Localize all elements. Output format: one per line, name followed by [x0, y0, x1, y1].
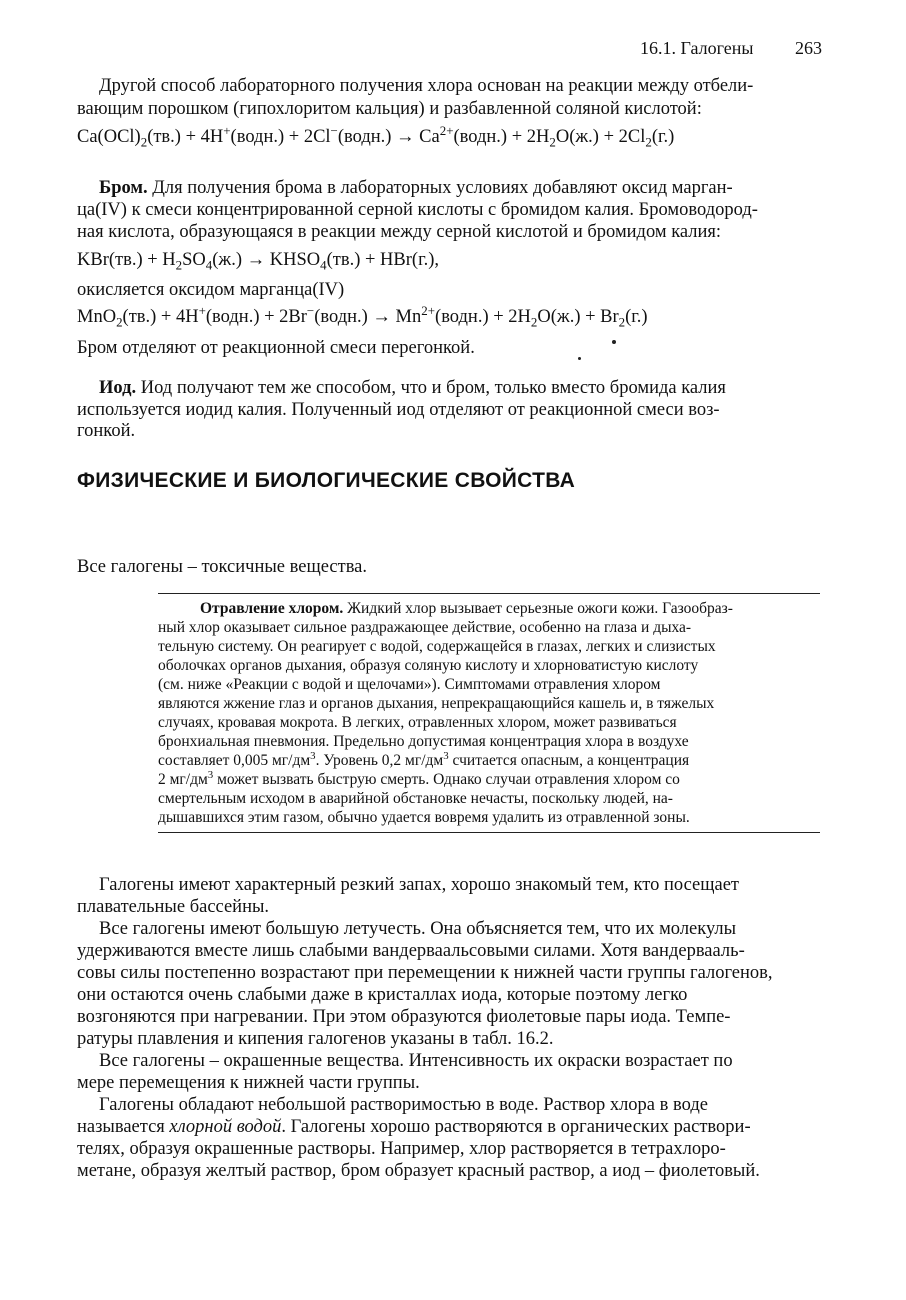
box-line: (см. ниже «Реакции с водой и щелочами»). Симптомами отравления хлором — [158, 676, 661, 693]
equation-chlorine: $Ca(OCl)_2(тв.)$ + 4H+(водн.) + 2Cl−(водн.) → $Ca^{2+}(водн.) + 2H_2O(ж.) + 2Cl_2(г.)$ — [77, 122, 675, 150]
box-top-rule — [158, 593, 820, 594]
box-bottom-rule — [158, 832, 820, 833]
iodine-paragraph-line: Иод. Иод получают тем же способом, что и бром, только вместо бромида калия — [99, 378, 726, 398]
paragraph-line: используется иодид калия. Полученный иод отделяют от реакционной смеси воз- — [77, 400, 720, 420]
box-line: случаях, кровавая мокрота. В легких, отравленных хлором, может развиваться — [158, 714, 677, 731]
paragraph-line: телях, образуя окрашенные растворы. Например, хлор растворяется в тетрахлоро- — [77, 1139, 726, 1159]
paragraph-line: Галогены имеют характерный резкий запах, хорошо знакомый тем, кто посещает — [99, 875, 739, 895]
paragraph-line: вающим порошком (гипохлоритом кальция) и разбавленной соляной кислотой: — [77, 99, 702, 119]
paragraph-line: удерживаются вместе лишь слабыми вандерваальсовыми силами. Хотя вандервааль- — [77, 941, 745, 961]
paragraph-line: Все галогены – окрашенные вещества. Интенсивность их окраски возрастает по — [99, 1051, 733, 1071]
equation-kbr: $KBr(тв.) + H_2SO_4(ж.)$ → $KHSO_4(тв.) + HBr(г.)$, — [77, 250, 439, 273]
section-title: ФИЗИЧЕСКИЕ И БИОЛОГИЧЕСКИЕ СВОЙСТВА — [77, 469, 576, 492]
paragraph-line: ная кислота, образующаяся в реакции между серной кислотой и бромидом калия: — [77, 222, 722, 242]
paragraph-line: Бром отделяют от реакционной смеси перегонкой. — [77, 338, 475, 358]
page-number: 263 — [795, 38, 822, 58]
bromine-paragraph-line: Бром. Для получения брома в лабораторных условиях добавляют оксид марган- — [99, 178, 733, 198]
box-line: тельную систему. Он реагирует с водой, содержащейся в глазах, легких и слизистых — [158, 638, 716, 655]
paragraph-line: плавательные бассейны. — [77, 897, 270, 917]
paragraph-line: окисляется оксидом марганца(IV) — [77, 280, 345, 300]
box-line: являются жжение глаз и органов дыхания, непрекращающийся кашель и, в тяжелых — [158, 695, 715, 712]
paragraph-line: совы силы постепенно возрастают при перемещении к нижней части группы галогенов, — [77, 963, 773, 983]
term-chlorine-water: хлорной водой — [169, 1117, 282, 1137]
paragraph-line: называется хлорной водой. Галогены хорошо растворяются в органических раствори- — [77, 1117, 751, 1137]
paragraph-line: метане, образуя желтый раствор, бром образует красный раствор, а иод – фиолетовый. — [77, 1161, 760, 1181]
paragraph-line: гонкой. — [77, 421, 136, 441]
bromine-heading: Бром. — [99, 178, 148, 198]
box-line: оболочках органов дыхания, образуя соляную кислоту и хлорноватистую кислоту — [158, 657, 699, 674]
box-line: составляет 0,005 $мг/дм^3$. Уровень 0,2 $мг/дм^3$ считается опасным, а концентрация — [158, 749, 690, 769]
paragraph-line: они остаются очень слабыми даже в кристаллах иода, которые поэтому легко — [77, 985, 688, 1005]
box-line: ный хлор оказывает сильное раздражающее действие, особенно на глаза и дыха- — [158, 619, 692, 636]
paragraph-line: Другой способ лабораторного получения хлора основан на реакции между отбели- — [99, 76, 754, 96]
box-heading: Отравление хлором. — [200, 600, 344, 617]
box-line: дышавшихся этим газом, обычно удается вовремя удалить из отравленной зоны. — [158, 809, 690, 826]
box-line: 2 $мг/дм^3$ может вызвать быструю смерть. Однако случаи отравления хлором со — [158, 768, 680, 788]
paragraph-line: Галогены обладают небольшой растворимостью в воде. Раствор хлора в воде — [99, 1095, 708, 1115]
scan-speck — [612, 340, 616, 344]
paragraph-line: ратуры плавления и кипения галогенов указаны в табл. 16.2. — [77, 1029, 554, 1049]
equation-mno2: MnO$_2$(тв.) + 4H+(водн.) + 2Br−(водн.) → $Mn^{2+}(водн.) + 2H_2O(ж.) + Br_2(г.)$ — [77, 302, 648, 330]
paragraph-line: мере перемещения к нижней части группы. — [77, 1073, 420, 1093]
box-line: бронхиальная пневмония. Предельно допустимая концентрация хлора в воздухе — [158, 733, 689, 750]
scan-speck — [578, 357, 581, 360]
iodine-heading: Иод. — [99, 378, 137, 398]
box-line: Отравление хлором. Жидкий хлор вызывает серьезные ожоги кожи. Газообраз- — [200, 600, 733, 617]
paragraph-line: Все галогены – токсичные вещества. — [77, 557, 368, 577]
running-header-section: 16.1. Галогены — [640, 38, 754, 58]
paragraph-line: ца(IV) к смеси концентрированной серной кислоты с бромидом калия. Бромоводород- — [77, 200, 758, 220]
box-line: смертельным исходом в аварийной обстановке нечасты, поскольку людей, на- — [158, 790, 673, 807]
paragraph-line: возгоняются при нагревании. При этом образуются фиолетовые пары иода. Темпе- — [77, 1007, 731, 1027]
paragraph-line: Все галогены имеют большую летучесть. Она объясняется тем, что их молекулы — [99, 919, 737, 939]
